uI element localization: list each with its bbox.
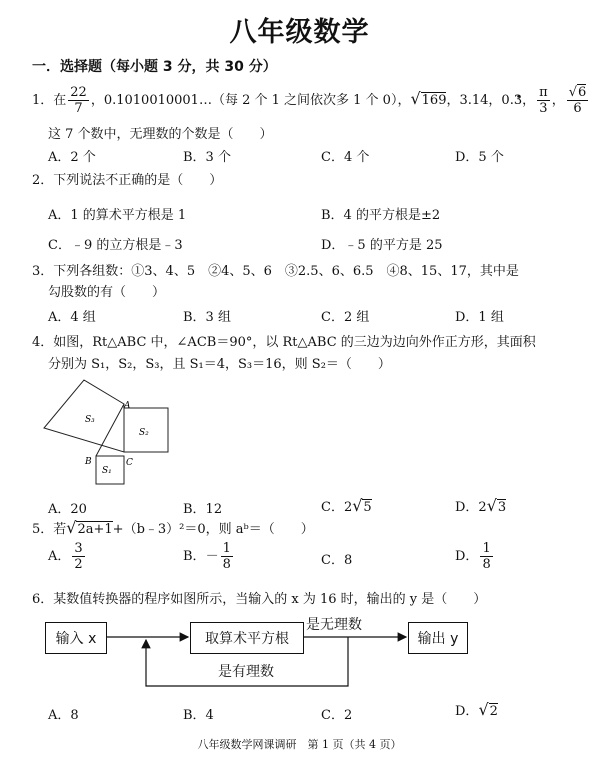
q1-repeating-digit: 3 •: [514, 93, 522, 108]
q2-option-c[interactable]: C．﹣9 的立方根是﹣3: [48, 238, 183, 253]
q3-option-d[interactable]: D．1 组: [455, 310, 504, 325]
minus-sign: －: [205, 549, 219, 564]
q5-option-a-frac: [72, 542, 84, 571]
label-b: B: [85, 457, 92, 467]
radical-sign-icon: √: [486, 496, 497, 515]
label-s3: S₃: [85, 415, 95, 425]
q4-option-c[interactable]: [321, 496, 372, 515]
q1-pi-den: 3: [539, 101, 548, 116]
q1-sqrt6-num-value: 6: [578, 85, 587, 100]
label-a: A: [124, 401, 131, 411]
q1-sqrt-value: 169: [421, 93, 447, 108]
output-box: 输出 y: [408, 622, 468, 654]
q1-fraction: [68, 86, 89, 115]
radical-sign-icon: √: [478, 700, 489, 719]
radical-sign-icon: √: [568, 85, 577, 100]
label-s2: S₂: [139, 428, 149, 438]
q1-pi-num: π: [539, 85, 548, 100]
q1-option-a[interactable]: A．2 个: [48, 150, 96, 165]
q2-option-b[interactable]: B．4 的平方根是±2: [321, 208, 441, 223]
q5-option-d-den: 8: [482, 557, 491, 572]
q1-sqrt6-num: [567, 86, 589, 101]
q3-option-b[interactable]: B．3 组: [183, 310, 231, 325]
q5-radicand: 2a+1: [77, 522, 113, 537]
q5-option-b-pre: B．: [183, 549, 206, 564]
radical-sign-icon: √: [410, 89, 421, 108]
q5-pre: 5．若: [32, 522, 67, 537]
q4-option-c-rad: 5: [363, 500, 372, 515]
q1-line2: 这 7 个数中，无理数的个数是（ ）: [48, 127, 273, 142]
q6-stem: 6．某数值转换器的程序如图所示，当输入的 x 为 16 时，输出的 y 是（ ）: [32, 592, 487, 607]
q6-option-d-rad: 2: [489, 704, 498, 719]
q5-option-b-frac: [221, 542, 233, 571]
q5-option-d-pre: D．: [455, 549, 479, 564]
q1-line1: 1．在 $\frac{22}{7}$ ，0.1010010001…（每 2 个 1 之间依次多 1 个 0），√169，3.14，0.3 •， $\frac{\pi}{3}$ ， $\frac{√6}{6}$: [32, 84, 590, 116]
section-heading: 一．选择题（每小题 3 分，共 30 分）: [32, 59, 277, 75]
q4-stem: 4．如图，Rt△ABC 中，∠ACB＝90°，以 Rt△ABC 的三边为边向外作正方形，其面积: [32, 335, 536, 350]
q5-option-a-den: 2: [74, 557, 83, 572]
q1-sqrt6-fraction: [567, 86, 589, 115]
q4-option-d-rad: 3: [497, 500, 507, 515]
q1-option-d[interactable]: D．5 个: [455, 150, 504, 165]
q2-stem: 2．下列说法不正确的是（ ）: [32, 173, 223, 188]
irrational-label: 是无理数: [306, 617, 362, 633]
q6-option-b[interactable]: B．4: [183, 708, 214, 723]
q6-option-d-pre: D．: [455, 704, 479, 719]
input-box: 输入 x: [45, 622, 107, 654]
q5-option-b[interactable]: [183, 542, 235, 572]
q1-frac-den: 7: [74, 101, 83, 116]
q1-text-b: ，3.14，0.: [446, 93, 514, 108]
squares-figure: [40, 376, 180, 488]
q4-option-b[interactable]: B．12: [183, 502, 223, 517]
q3-line2: 勾股数的有（ ）: [48, 285, 166, 300]
q5-option-a[interactable]: [48, 542, 87, 572]
process-box: 取算术平方根: [190, 622, 304, 654]
q2-option-a[interactable]: A．1 的算术平方根是 1: [48, 208, 187, 223]
q1-frac-num: 22: [70, 85, 87, 100]
q5-option-d-num: 1: [482, 541, 491, 556]
q1-number: 1．在: [32, 93, 67, 108]
q5-option-b-num: 1: [222, 541, 231, 556]
q6-option-c[interactable]: C．2: [321, 708, 353, 723]
q2-option-d[interactable]: D．﹣5 的平方是 25: [321, 238, 443, 253]
page-footer: 八年级数学网课调研 第 1 页（共 4 页）: [197, 738, 402, 751]
q1-option-b[interactable]: B．3 个: [183, 150, 231, 165]
q4-option-d[interactable]: [455, 496, 506, 515]
q3-stem: 3．下列各组数：①3、4、5 ②4、5、6 ③2.5、6、6.5 ④8、15、17，其中是: [32, 264, 519, 279]
label-s1: S₁: [102, 466, 112, 476]
q5-option-c[interactable]: C．8: [321, 553, 353, 568]
q5-option-a-num: 3: [74, 541, 83, 556]
q1-pi-fraction: [537, 86, 550, 115]
q6-option-a[interactable]: A．8: [48, 708, 79, 723]
q5-option-b-den: 8: [222, 557, 231, 572]
q1-option-c[interactable]: C．4 个: [321, 150, 370, 165]
q3-option-c[interactable]: C．2 组: [321, 310, 370, 325]
q5-post: +（b﹣3）²＝0，则 aᵇ＝（ ）: [112, 522, 314, 537]
q1-text-a: ，0.1010010001…（每 2 个 1 之间依次多 1 个 0），: [90, 93, 411, 108]
q4-line2: 分别为 S₁，S₂，S₃，且 S₁＝4，S₃＝16，则 S₂＝（ ）: [48, 357, 391, 372]
q5-option-d[interactable]: [455, 542, 495, 572]
q4-option-a[interactable]: A．20: [48, 502, 87, 517]
q3-option-a[interactable]: A．4 组: [48, 310, 96, 325]
q5-stem: [32, 518, 314, 537]
rational-label: 是有理数: [218, 664, 274, 680]
radical-sign-icon: √: [66, 518, 77, 537]
page-title: 八年级数学: [229, 17, 370, 48]
q4-option-d-pre: D．2: [455, 500, 487, 515]
q5-option-a-pre: A．: [48, 549, 71, 564]
q4-option-c-pre: C．2: [321, 500, 353, 515]
q5-option-d-frac: [480, 542, 492, 571]
radical-sign-icon: √: [352, 496, 363, 515]
label-c: C: [126, 458, 133, 468]
q6-option-d[interactable]: [455, 700, 498, 719]
square-s3: [44, 380, 124, 452]
q1-sqrt6-den: 6: [573, 101, 582, 116]
